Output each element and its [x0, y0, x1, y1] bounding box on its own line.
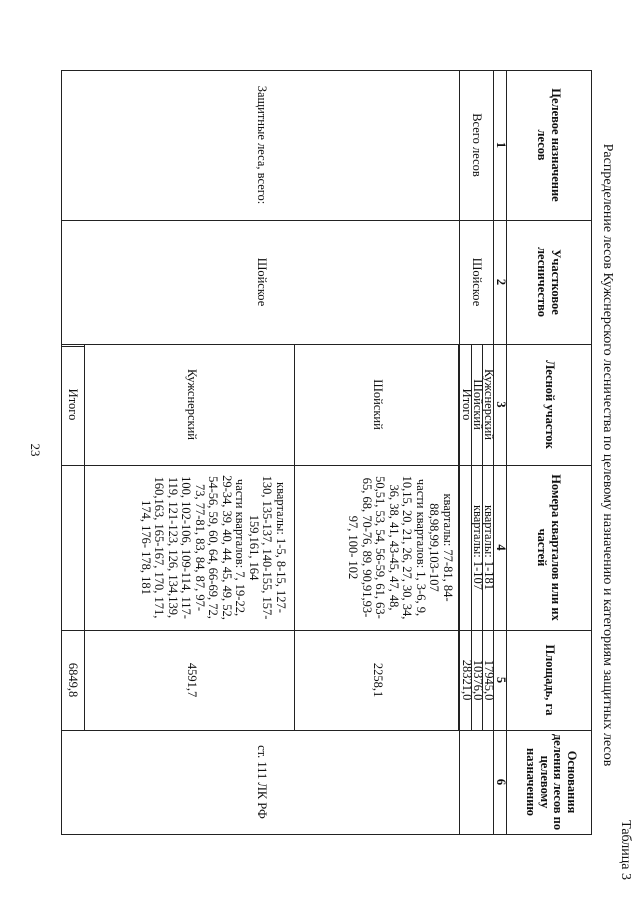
header-purpose: Целевое назначение лесов [535, 88, 563, 202]
table-row-area: 17945,0 [482, 659, 496, 701]
quarters-line: части кварталов: 7, 19-22, [233, 478, 248, 617]
quarters-kuzhenersky [139, 467, 288, 628]
quarters-line: 65, 68, 70-76, 89, 90,91,93- [360, 477, 374, 618]
quarters-line: 100, 102-106, 109-114, 117- [179, 476, 194, 619]
quarters-line: 119, 121-123, 126, 134,139, [166, 476, 180, 619]
table-row-area: 28321,0 [460, 659, 474, 701]
quarters-shoysky [346, 467, 454, 628]
quarters-line: 50,51, 53, 54, 56-59, 61, 63- [373, 476, 388, 619]
header-area: Площадь, га [543, 644, 557, 716]
purpose-protective-forests: Защитные леса, всего: [255, 85, 269, 205]
quarters-line: 36, 38, 41, 43-45, 47, 48, [387, 484, 401, 611]
total-area: 6849,8 [66, 662, 80, 698]
table-row-plot: Кужснерский [482, 369, 496, 440]
quarters-line: 160,163, 165-167, 170, 171, [152, 476, 167, 619]
table-row-quarters: кварталы: 1-107 [471, 504, 485, 591]
total-label: Итого [66, 388, 80, 421]
table-label: Таблица 3 [618, 820, 633, 880]
quarters-line: 130, 135-137, 140-155, 157- [260, 475, 275, 620]
quarters-line: кварталы: 77-81, 84- [441, 493, 455, 602]
district-all-forests: Шойское [470, 257, 484, 307]
quarters-line: 159,161, 164 [247, 514, 261, 581]
quarters-line: 88,98,99,103-107 [427, 503, 442, 592]
quarters-line: части кварталов: 1, 3-6, 9, [414, 478, 428, 617]
plot-shoysky: Шойский [371, 379, 385, 430]
table-row-area: 10376,0 [471, 659, 485, 701]
plot-kuzhenersky: Кужснерский [185, 369, 199, 440]
header-district: Участковое лесничество [535, 246, 563, 318]
column-number: 3 [494, 401, 508, 408]
page-number: 23 [28, 443, 43, 457]
table-row-quarters: кварталы: 1-181 [482, 504, 496, 591]
header-plot: Лесной участок [543, 360, 557, 449]
quarters-line: 174, 176- 178, 181 [139, 500, 153, 595]
table-row-plot: Шойский [471, 379, 485, 430]
quarters-line: 29-34, 39, 40, 44, 45, 49, 52, [220, 475, 234, 620]
header-basis: Основания деления лесов по целевому назначению [524, 733, 579, 831]
area-kuzhenersky: 4591,7 [185, 662, 199, 698]
area-shoysky: 2258,1 [371, 662, 385, 698]
quarters-line: 73, 77-81, 83, 84, 87, 97- [193, 483, 207, 612]
table-row-plot: Итого [460, 388, 474, 421]
quarters-line: 97, 100- 102 [346, 515, 361, 580]
header-quarters: Номера кварталов или их частей [535, 474, 563, 621]
column-number: 6 [494, 778, 508, 786]
quarters-line: 10,15, 20, 21, 26, 27, 30, 34, [400, 475, 415, 620]
quarters-line: 54-56, 59, 60, 64, 66-69, 72, [206, 476, 221, 619]
column-number: 1 [494, 141, 508, 149]
basis-protective: ст. 111 ЛК РФ [255, 745, 269, 819]
table-title: Распределение лесов Кужснерского лесничества по целевому назначению и категориям защитных лесов [600, 143, 615, 767]
district-protective: Шойское [255, 257, 269, 307]
purpose-all-forests: Всего лесов [470, 113, 484, 177]
quarters-line: кварталы: 1-5, 8-15, 127- [274, 482, 288, 613]
column-number: 2 [494, 278, 508, 286]
column-number: 5 [494, 676, 508, 684]
column-number: 4 [494, 544, 508, 551]
